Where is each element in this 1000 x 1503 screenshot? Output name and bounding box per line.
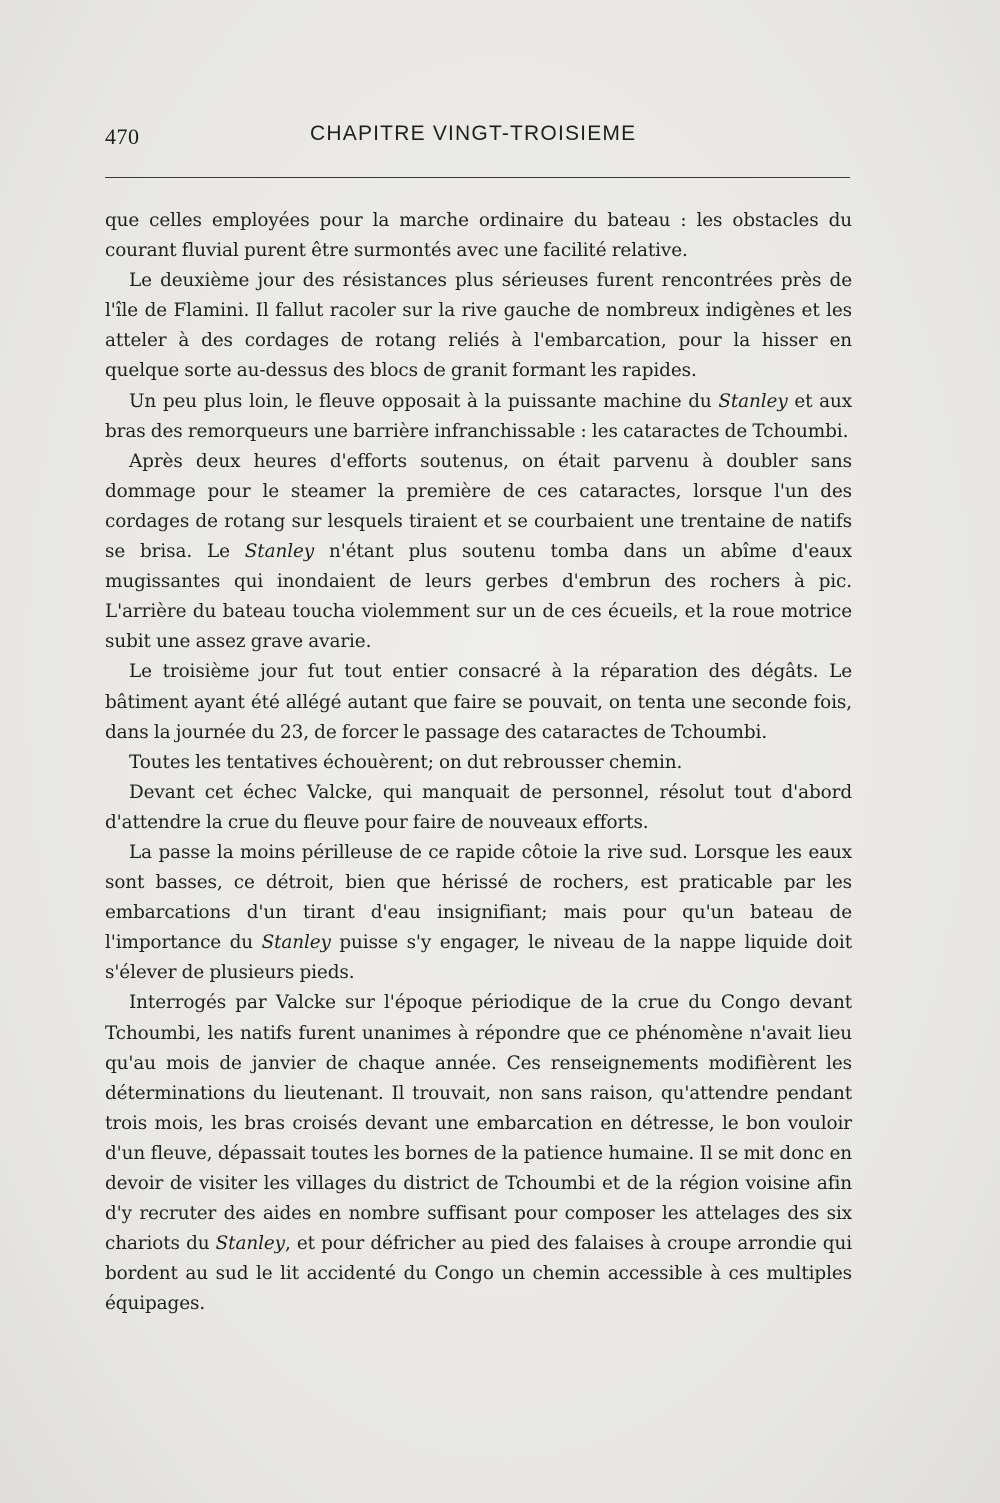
paragraph-4: Après deux heures d'efforts soutenus, on était parvenu à doubler sans dommage pour le steamer la première de ces cataractes, lorsque l'un des cordages de rotang sur lesquels tiraient et se courbaient une trentaine de natifs se brisa. Le Stanley n'étant plus soutenu tomba dans un abîme d'eaux mugissantes qui inondaient de leurs gerbes d'embrun des rochers à pic. L'arrière du bateau toucha violemment sur un de ces écueils, et la roue motrice subit une assez grave avarie. (105, 450, 852, 653)
running-head: CHAPITRE VINGT-TROISIEME (310, 122, 637, 145)
paragraph-9: Interrogés par Valcke sur l'époque périodique de la crue du Congo devant Tchoumbi, les natifs furent unanimes à répondre que ce phénomène n'avait lieu qu'au mois de janvier de chaque année. Ces renseignements modifièrent les déterminations du lieutenant. Il trouvait, non sans raison, qu'attendre pendant trois mois, les bras croisés devant une embarcation en détresse, le bon vouloir d'un fleuve, dépassait toutes les bornes de la patience humaine. Il se mit donc en devoir de visiter les villages du district de Tchoumbi et de la région voisine afin d'y recruter des aides en nombre suffisant pour composer les attelages des six chariots du Stanley, et pour défricher au pied des falaises à croupe arrondie qui bordent au sud le lit accidenté du Congo un chemin accessible à ces multiples équipages. (105, 992, 852, 1315)
ship-name: Stanley (718, 390, 788, 412)
ship-name: Stanley (215, 1233, 285, 1255)
paragraph-2: Le deuxième jour des résistances plus sérieuses furent rencontrées près de l'île de Flamini. Il fallut racoler sur la rive gauche de nombreux indigènes et les atteler à des cordages de rotang reliés à l'embarcation, pour la hisser en quelque sorte au-dessus des blocs de granit formant les rapides. (105, 270, 852, 382)
paragraph-1: que celles employées pour la marche ordinaire du bateau : les obstacles du courant fluvial purent être surmontés avec une facilité relative. (105, 210, 852, 262)
paragraph-3: Un peu plus loin, le fleuve opposait à la puissante machine du Stanley et aux bras des remorqueurs une barrière infranchissable : les cataractes de Tchoumbi. (105, 390, 852, 442)
header-rule (105, 177, 850, 178)
paragraph-7: Devant cet échec Valcke, qui manquait de personnel, résolut tout d'abord d'attendre la crue du fleuve pour faire de nouveaux efforts. (105, 781, 852, 833)
ship-name: Stanley (261, 932, 331, 954)
body-text (105, 206, 852, 1319)
paragraph-8: La passe la moins périlleuse de ce rapide côtoie la rive sud. Lorsque les eaux sont basses, ce détroit, bien que hérissé de rochers, est praticable par les embarcations d'un tirant d'eau insignifiant; mais pour qu'un bateau de l'importance du Stanley puisse s'y engager, le niveau de la nappe liquide doit s'élever de plusieurs pieds. (105, 841, 852, 984)
page-number: 470 (105, 124, 140, 149)
ship-name: Stanley (244, 541, 315, 563)
paragraph-5: Le troisième jour fut tout entier consacré à la réparation des dégâts. Le bâtiment ayant été allégé autant que faire se pouvait, on tenta une seconde fois, dans la journée du 23, de forcer le passage des cataractes de Tchoumbi. (105, 661, 852, 743)
paragraph-6: Toutes les tentatives échouèrent; on dut rebrousser chemin. (129, 751, 683, 773)
page-header (105, 118, 850, 152)
